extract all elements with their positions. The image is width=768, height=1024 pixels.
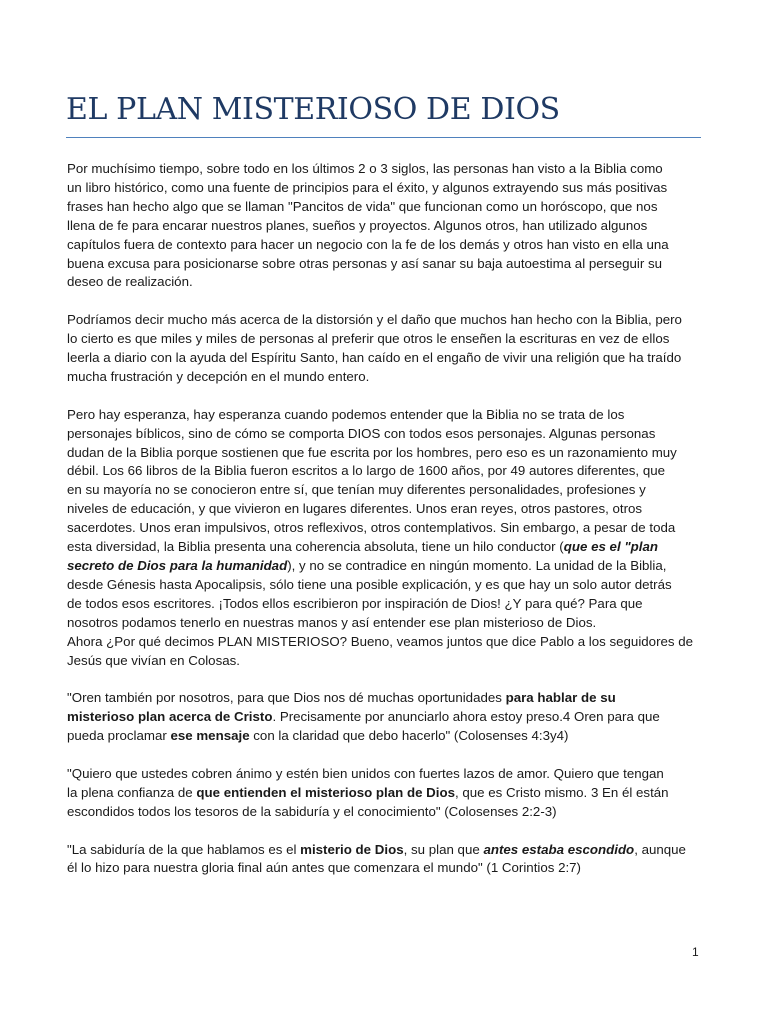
paragraph [67,689,701,746]
text-line [67,444,701,463]
text-run: de todos esos escritores. ¡Todos ellos escribieron por inspiración de Dios! ¿Y para qué? Para que [67,595,643,611]
text-line [67,765,701,784]
paragraph [67,406,701,633]
emphasis-text: antes estaba escondido [483,841,635,857]
text-line [67,859,701,878]
text-line [67,425,701,444]
text-line [67,368,701,387]
text-run: "Oren también por nosotros, para que Dios nos dé muchas oportunidades [67,690,506,706]
emphasis-text: misterioso plan acerca de Cristo [67,709,273,725]
text-line [67,614,701,633]
text-run: capítulos fuera de contexto para hacer un negocio con la fe de los demás y otros han visto en ella una [67,236,669,252]
emphasis-text: secreto de Dios para la humanidad [67,558,288,573]
page-number: 1 [692,945,699,959]
text-line [67,652,701,671]
text-line [67,500,701,519]
paragraph [67,633,701,671]
paragraph [67,765,701,822]
emphasis-text: que entienden el misterioso plan de Dios [196,784,455,800]
emphasis-text: para hablar de su [505,690,616,706]
text-line [67,255,701,274]
text-line [67,519,701,538]
paragraph [67,841,701,879]
text-line [67,273,701,292]
text-run: mucha frustración y decepción en el mundo entero. [67,368,370,384]
text-run: esta diversidad, la Biblia presenta una coherencia absoluta, tiene un hilo conductor ( [67,539,564,555]
text-line [67,236,701,255]
text-run: , aunque [634,841,686,857]
emphasis-text: ese mensaje [170,728,250,744]
text-run: personajes bíblicos, sino de cómo se comporta DIOS con todos esos personajes. Algunas personas [67,425,656,441]
paragraph [67,160,701,292]
page-title: EL PLAN MISTERIOSO DE DIOS [66,92,560,127]
text-run: llena de fe para encarar nuestros planes, sueños y proyectos. Algunos otros, han utilizado algunos [67,217,648,233]
text-run: , que es Cristo mismo. 3 En él están [454,784,669,800]
text-run: "Quiero que ustedes cobren ánimo y estén bien unidos con fuertes lazos de amor. Quiero que tengan [67,765,664,781]
text-line [67,689,701,708]
text-run: con la claridad que debo hacerlo" (Colosenses 4:3y4) [249,728,569,744]
text-run: sacerdotes. Unos eran impulsivos, otros reflexivos, otros contemplativos. Sin embargo, a pesar de toda [67,520,676,536]
text-run: desde Génesis hasta Apocalipsis, sólo tiene una posible explicación, y es que hay un solo autor detrás [67,576,672,592]
text-run: Jesús que vivían en Colosas. [67,652,240,668]
text-run: dudan de la Biblia porque sostienen que fue escrita por los hombres, pero eso es un razonamiento muy [67,444,677,460]
text-line [67,727,701,746]
text-run: débil. Los 66 libros de la Biblia fueron escritos a lo largo de 1600 años, por 49 autores diferentes, que [67,463,666,479]
text-line [67,198,701,217]
text-run: pueda proclamar [67,728,171,744]
text-line [67,576,701,595]
text-run: buena excusa para posicionarse sobre otras personas y así sanar su baja autoestima al perseguir su [67,255,663,271]
text-line [67,595,701,614]
text-run: deseo de realización. [67,274,193,290]
text-line [67,481,701,500]
text-line [67,330,701,349]
text-line [67,311,701,330]
paragraph [67,311,701,387]
text-line [67,784,701,803]
text-run: leerla a diario con la ayuda del Espíritu Santo, han caído en el engaño de vivir una religión que ha traído [67,350,682,366]
text-run: Podríamos decir mucho más acerca de la distorsión y el daño que muchos han hecho con la Biblia, pero [67,312,682,328]
text-run: Por muchísimo tiempo, sobre todo en los últimos 2 o 3 siglos, las personas han visto a la Biblia como [67,161,663,176]
text-run: Pero hay esperanza, hay esperanza cuando podemos entender que la Biblia no se trata de los [67,406,625,422]
text-line [67,633,701,652]
text-line [67,349,701,368]
text-line [67,841,701,860]
text-run: nosotros podamos tenerlo en nuestras manos y así entender ese plan misterioso de Dios. [67,614,597,630]
emphasis-text: que es el "plan [563,539,658,555]
emphasis-text: misterio de Dios [300,841,404,857]
text-line [67,179,701,198]
text-line [67,462,701,481]
text-line [67,557,701,576]
text-run: él lo hizo para nuestra gloria final aún antes que comenzara el mundo" (1 Corintios 2:7) [67,860,581,876]
text-line [67,803,701,822]
text-line [67,538,701,557]
text-run: frases han hecho algo que se llaman "Pancitos de vida" que funcionan como un horóscopo, que nos [67,198,658,214]
text-run: "La sabiduría de la que hablamos es el [67,841,301,857]
title-underline [66,137,701,138]
text-run: escondidos todos los tesoros de la sabiduría y el conocimiento" (Colosenses 2:2-3) [67,803,557,819]
text-line [67,406,701,425]
text-line [67,217,701,236]
text-run: la plena confianza de [67,784,197,800]
text-run: lo cierto es que miles y miles de personas al preferir que otros le enseñen la escrituras en vez de ellos [67,331,670,347]
text-run: un libro histórico, como una fuente de principios para el éxito, y algunos extrayendo sus más positivas [67,179,668,195]
text-run: niveles de educación, y que vivieron en lugares diferentes. Unos eran reyes, otros pastores, otros [67,501,643,517]
text-run: en su mayoría no se conocieron entre sí, que tenían muy diferentes personalidades, profesiones y [67,482,646,498]
text-run: . Precisamente por anunciarlo ahora estoy preso.4 Oren para que [272,709,660,725]
text-run: ), y no se contradice en ningún momento. La unidad de la Biblia, [287,558,667,573]
text-line [67,708,701,727]
document-body [67,160,701,897]
text-run: Ahora ¿Por qué decimos PLAN MISTERIOSO? Bueno, veamos juntos que dice Pablo a los seguidores de [67,633,694,649]
text-line [67,160,701,179]
text-run: , su plan que [403,841,484,857]
